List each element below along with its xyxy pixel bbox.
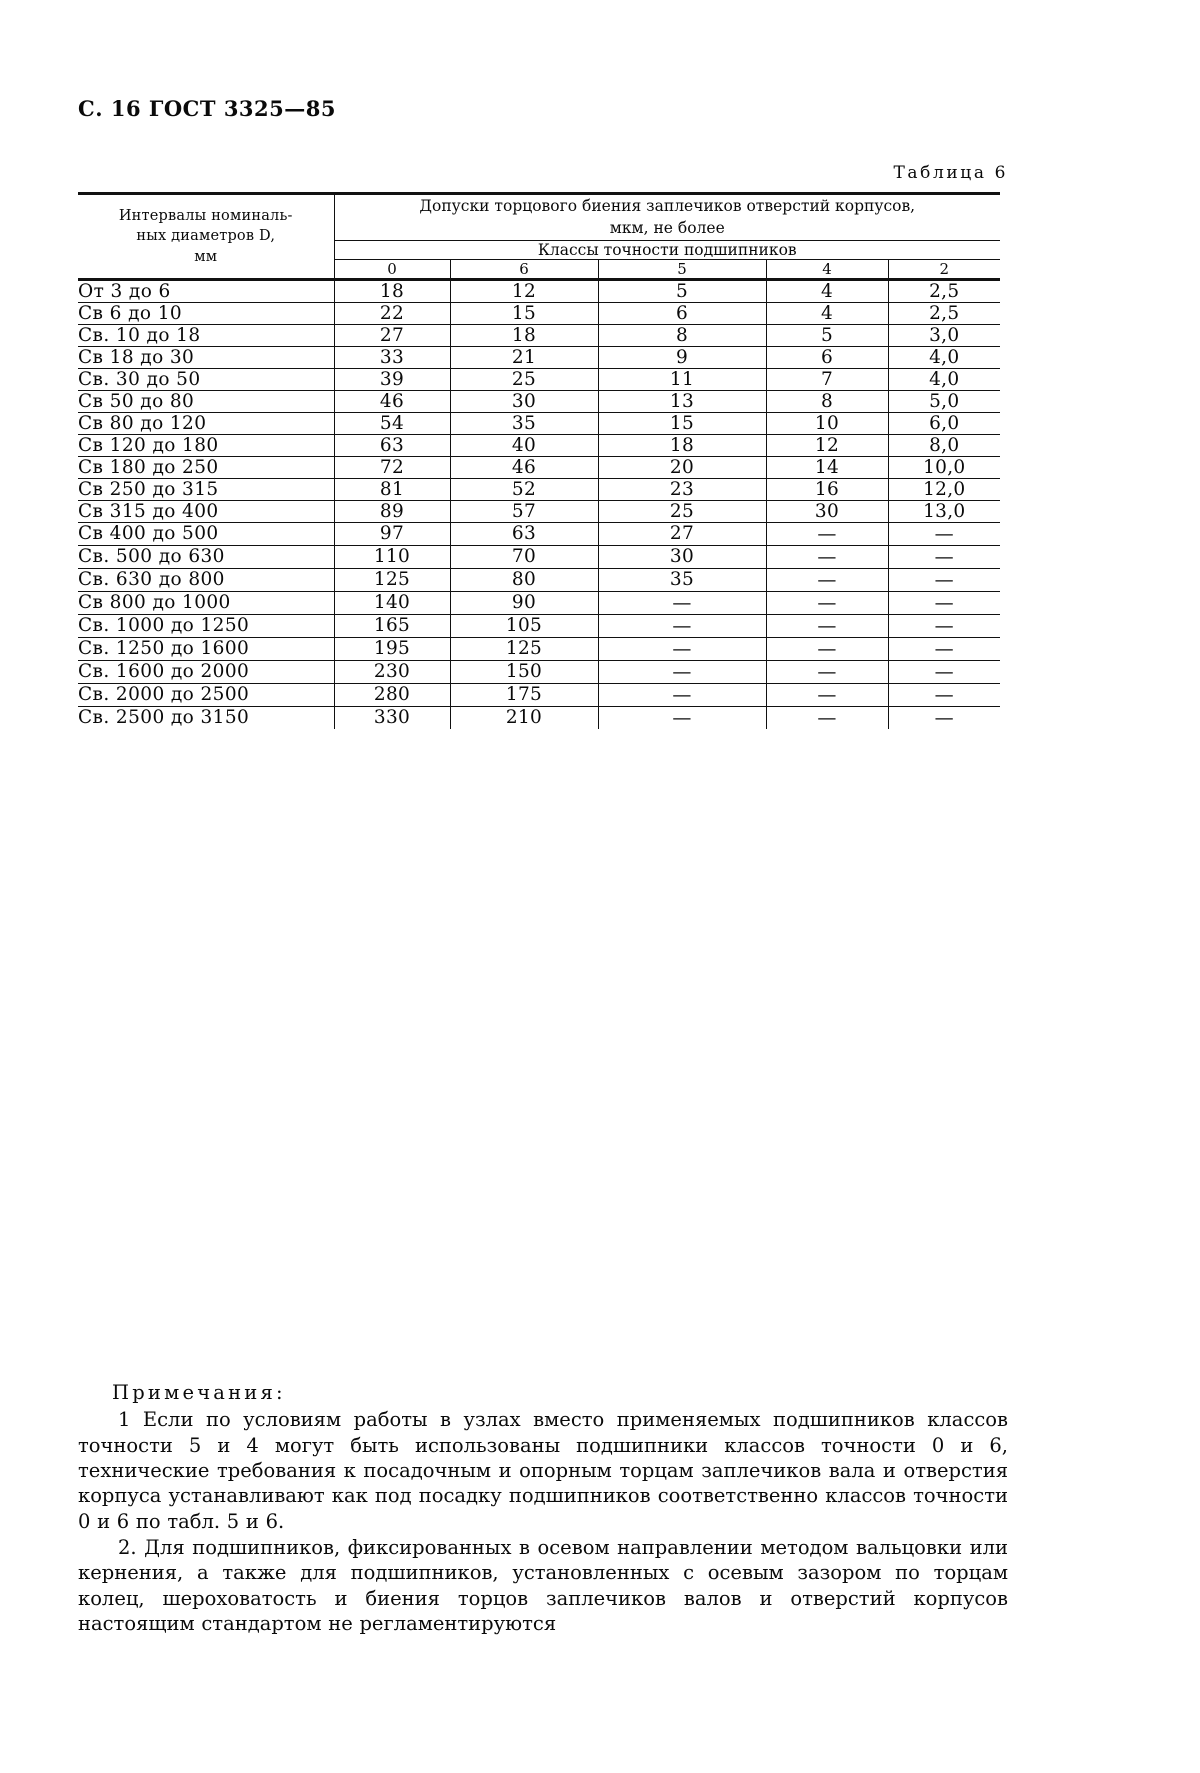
row-value-class-6: 150: [450, 660, 598, 683]
subspanner-header: Классы точности подшипников: [334, 240, 1000, 259]
row-value-class-6: 40: [450, 434, 598, 456]
row-value-class-2: —: [888, 545, 1000, 568]
row-value-class-0: 72: [334, 456, 450, 478]
class-header-5: 5: [598, 259, 766, 279]
row-value-class-0: 165: [334, 614, 450, 637]
row-value-class-6: 18: [450, 324, 598, 346]
row-value-class-5: 20: [598, 456, 766, 478]
table-caption: Таблица 6: [893, 163, 1008, 183]
row-value-class-4: 4: [766, 279, 888, 302]
row-value-class-2: —: [888, 706, 1000, 729]
row-value-class-6: 70: [450, 545, 598, 568]
row-value-class-5: —: [598, 637, 766, 660]
row-range-label: Св. 1600 до 2000: [78, 660, 334, 683]
row-value-class-2: 4,0: [888, 368, 1000, 390]
row-value-class-0: 27: [334, 324, 450, 346]
spanner-line-1: Допуски торцового биения заплечиков отверстий корпусов,: [419, 197, 916, 215]
row-value-class-2: 6,0: [888, 412, 1000, 434]
row-value-class-6: 35: [450, 412, 598, 434]
class-header-0: 0: [334, 259, 450, 279]
row-range-label: Св. 10 до 18: [78, 324, 334, 346]
table-row: [78, 478, 1000, 500]
table-row: [78, 324, 1000, 346]
spanner-header: [334, 194, 1000, 241]
row-value-class-6: 80: [450, 568, 598, 591]
row-value-class-0: 18: [334, 279, 450, 302]
row-range-label: Св 315 до 400: [78, 500, 334, 522]
row-value-class-6: 175: [450, 683, 598, 706]
row-value-class-4: —: [766, 660, 888, 683]
table-body: [78, 279, 1000, 729]
notes-section: [78, 1380, 1008, 1636]
row-value-class-4: —: [766, 706, 888, 729]
table-row: [78, 412, 1000, 434]
row-value-class-4: 6: [766, 346, 888, 368]
row-range-label: Св. 2500 до 3150: [78, 707, 250, 729]
notes-title: Примечания:: [112, 1381, 286, 1404]
row-value-class-0: 63: [334, 434, 450, 456]
row-value-class-4: 4: [766, 302, 888, 324]
row-value-class-6: 15: [450, 302, 598, 324]
row-value-class-6: 210: [450, 706, 598, 729]
table-row: [78, 637, 1000, 660]
row-value-class-5: —: [598, 660, 766, 683]
row-value-class-5: 35: [598, 568, 766, 591]
row-value-class-5: —: [598, 591, 766, 614]
row-value-class-6: 30: [450, 390, 598, 412]
row-value-class-0: 97: [334, 522, 450, 545]
row-value-class-4: —: [766, 683, 888, 706]
stub-header-line-3: мм: [194, 248, 218, 265]
row-value-class-5: —: [598, 706, 766, 729]
table-row: [78, 522, 1000, 545]
row-range-label: Св 120 до 180: [78, 434, 334, 456]
row-value-class-0: 39: [334, 368, 450, 390]
table-row: [78, 614, 1000, 637]
row-value-class-6: 25: [450, 368, 598, 390]
table-row: [78, 683, 1000, 706]
row-value-class-2: 10,0: [888, 456, 1000, 478]
row-value-class-5: 8: [598, 324, 766, 346]
class-header-4: 4: [766, 259, 888, 279]
row-value-class-6: 125: [450, 637, 598, 660]
row-range-label: Св 250 до 315: [78, 478, 334, 500]
row-value-class-4: 8: [766, 390, 888, 412]
row-range-label: Св. 30 до 50: [78, 368, 334, 390]
row-range-label: Св 6 до 10: [78, 302, 334, 324]
row-value-class-0: 22: [334, 302, 450, 324]
row-value-class-5: 30: [598, 545, 766, 568]
row-value-class-4: 14: [766, 456, 888, 478]
row-value-class-0: 330: [334, 706, 450, 729]
row-value-class-4: 16: [766, 478, 888, 500]
table-row: [78, 591, 1000, 614]
tolerance-table: [78, 192, 1000, 729]
row-value-class-5: 18: [598, 434, 766, 456]
row-value-class-6: 21: [450, 346, 598, 368]
row-value-class-2: 8,0: [888, 434, 1000, 456]
row-value-class-2: —: [888, 591, 1000, 614]
row-value-class-2: —: [888, 660, 1000, 683]
row-value-class-4: —: [766, 522, 888, 545]
row-value-class-4: 12: [766, 434, 888, 456]
class-header-6: 6: [450, 259, 598, 279]
table-row: [78, 456, 1000, 478]
row-value-class-6: 46: [450, 456, 598, 478]
row-value-class-5: 9: [598, 346, 766, 368]
row-value-class-5: 23: [598, 478, 766, 500]
row-value-class-5: 25: [598, 500, 766, 522]
row-value-class-0: 46: [334, 390, 450, 412]
table-row: [78, 500, 1000, 522]
row-value-class-0: 33: [334, 346, 450, 368]
table-row: [78, 302, 1000, 324]
row-value-class-2: —: [888, 637, 1000, 660]
row-value-class-0: 89: [334, 500, 450, 522]
table-row: [78, 346, 1000, 368]
row-value-class-6: 57: [450, 500, 598, 522]
row-range-label: От 3 до 6: [78, 279, 334, 302]
row-value-class-0: 81: [334, 478, 450, 500]
table-row: [78, 368, 1000, 390]
row-value-class-2: 13,0: [888, 500, 1000, 522]
row-range-label: Св. 1000 до 1250: [78, 614, 334, 637]
row-value-class-0: 110: [334, 545, 450, 568]
row-value-class-5: —: [598, 683, 766, 706]
row-value-class-5: 6: [598, 302, 766, 324]
row-value-class-2: —: [888, 522, 1000, 545]
row-value-class-4: 5: [766, 324, 888, 346]
row-range-label: Св 180 до 250: [78, 456, 334, 478]
header-row-spanner: [78, 194, 1000, 241]
row-value-class-0: 125: [334, 568, 450, 591]
table-row: [78, 706, 1000, 729]
row-value-class-2: —: [888, 568, 1000, 591]
running-head: С. 16 ГОСТ 3325—85: [78, 96, 336, 121]
row-value-class-2: 5,0: [888, 390, 1000, 412]
stub-header-line-2: ных диаметров D,: [136, 228, 276, 245]
row-range-label: Св. 500 до 630: [78, 545, 334, 568]
row-value-class-6: 12: [450, 279, 598, 302]
row-value-class-0: 280: [334, 683, 450, 706]
row-value-class-6: 52: [450, 478, 598, 500]
row-value-class-5: 13: [598, 390, 766, 412]
row-value-class-2: —: [888, 614, 1000, 637]
stub-header: [78, 194, 334, 280]
row-value-class-0: 230: [334, 660, 450, 683]
row-value-class-0: 195: [334, 637, 450, 660]
table-row: [78, 660, 1000, 683]
row-value-class-0: 140: [334, 591, 450, 614]
row-value-class-4: —: [766, 545, 888, 568]
table-row: [78, 390, 1000, 412]
row-value-class-4: —: [766, 637, 888, 660]
row-value-class-5: 11: [598, 368, 766, 390]
note-item-2: 2. Для подшипников, фиксированных в осевом направлении методом вальцовки или кернения, а также для подшипников, установленных с осевым зазором по торцам колец, шероховатость и биения торцов заплечиков валов и отверстий корпусов настоящим стандартом не регламентируются: [78, 1536, 1008, 1636]
table-row: [78, 279, 1000, 302]
tolerance-table-container: [78, 192, 1000, 729]
row-range-label: Св 50 до 80: [78, 390, 334, 412]
row-value-class-2: 2,5: [888, 302, 1000, 324]
row-value-class-4: 10: [766, 412, 888, 434]
table-row: [78, 568, 1000, 591]
row-range-label: Св. 630 до 800: [78, 568, 334, 591]
row-value-class-4: 7: [766, 368, 888, 390]
row-value-class-4: 30: [766, 500, 888, 522]
row-value-class-0: 54: [334, 412, 450, 434]
row-range-label: Св 18 до 30: [78, 346, 334, 368]
stub-header-line-1: Интервалы номиналь-: [118, 207, 293, 224]
row-value-class-6: 105: [450, 614, 598, 637]
note-item-1: 1 Если по условиям работы в узлах вместо применяемых подшипников классов точности 5 и 4 могут быть использованы подшипники классов точности 0 и 6, технические требования к посадочным и опорным торцам заплечиков вала и отверстия корпуса устанавливают как под посадку подшипников соответственно классов точности 0 и 6 по табл. 5 и 6.: [78, 1408, 1008, 1533]
row-range-label: Св. 1250 до 1600: [78, 637, 334, 660]
class-header-2: 2: [888, 259, 1000, 279]
row-value-class-5: 27: [598, 522, 766, 545]
table-row: [78, 545, 1000, 568]
row-range-label: Св. 2000 до 2500: [78, 683, 334, 706]
row-value-class-5: —: [598, 614, 766, 637]
row-value-class-2: 2,5: [888, 279, 1000, 302]
row-value-class-6: 63: [450, 522, 598, 545]
row-value-class-2: 4,0: [888, 346, 1000, 368]
row-value-class-4: —: [766, 614, 888, 637]
table-row: [78, 434, 1000, 456]
row-value-class-4: —: [766, 568, 888, 591]
row-value-class-5: 5: [598, 279, 766, 302]
row-value-class-2: 12,0: [888, 478, 1000, 500]
row-value-class-6: 90: [450, 591, 598, 614]
row-range-label: Св 400 до 500: [78, 522, 334, 545]
row-range-label: Св 80 до 120: [78, 412, 334, 434]
row-range-label: Св 800 до 1000: [78, 591, 334, 614]
spanner-line-2: мкм, не более: [609, 219, 725, 238]
row-value-class-4: —: [766, 591, 888, 614]
row-value-class-2: —: [888, 683, 1000, 706]
row-value-class-2: 3,0: [888, 324, 1000, 346]
row-value-class-5: 15: [598, 412, 766, 434]
table-head: [78, 194, 1000, 280]
